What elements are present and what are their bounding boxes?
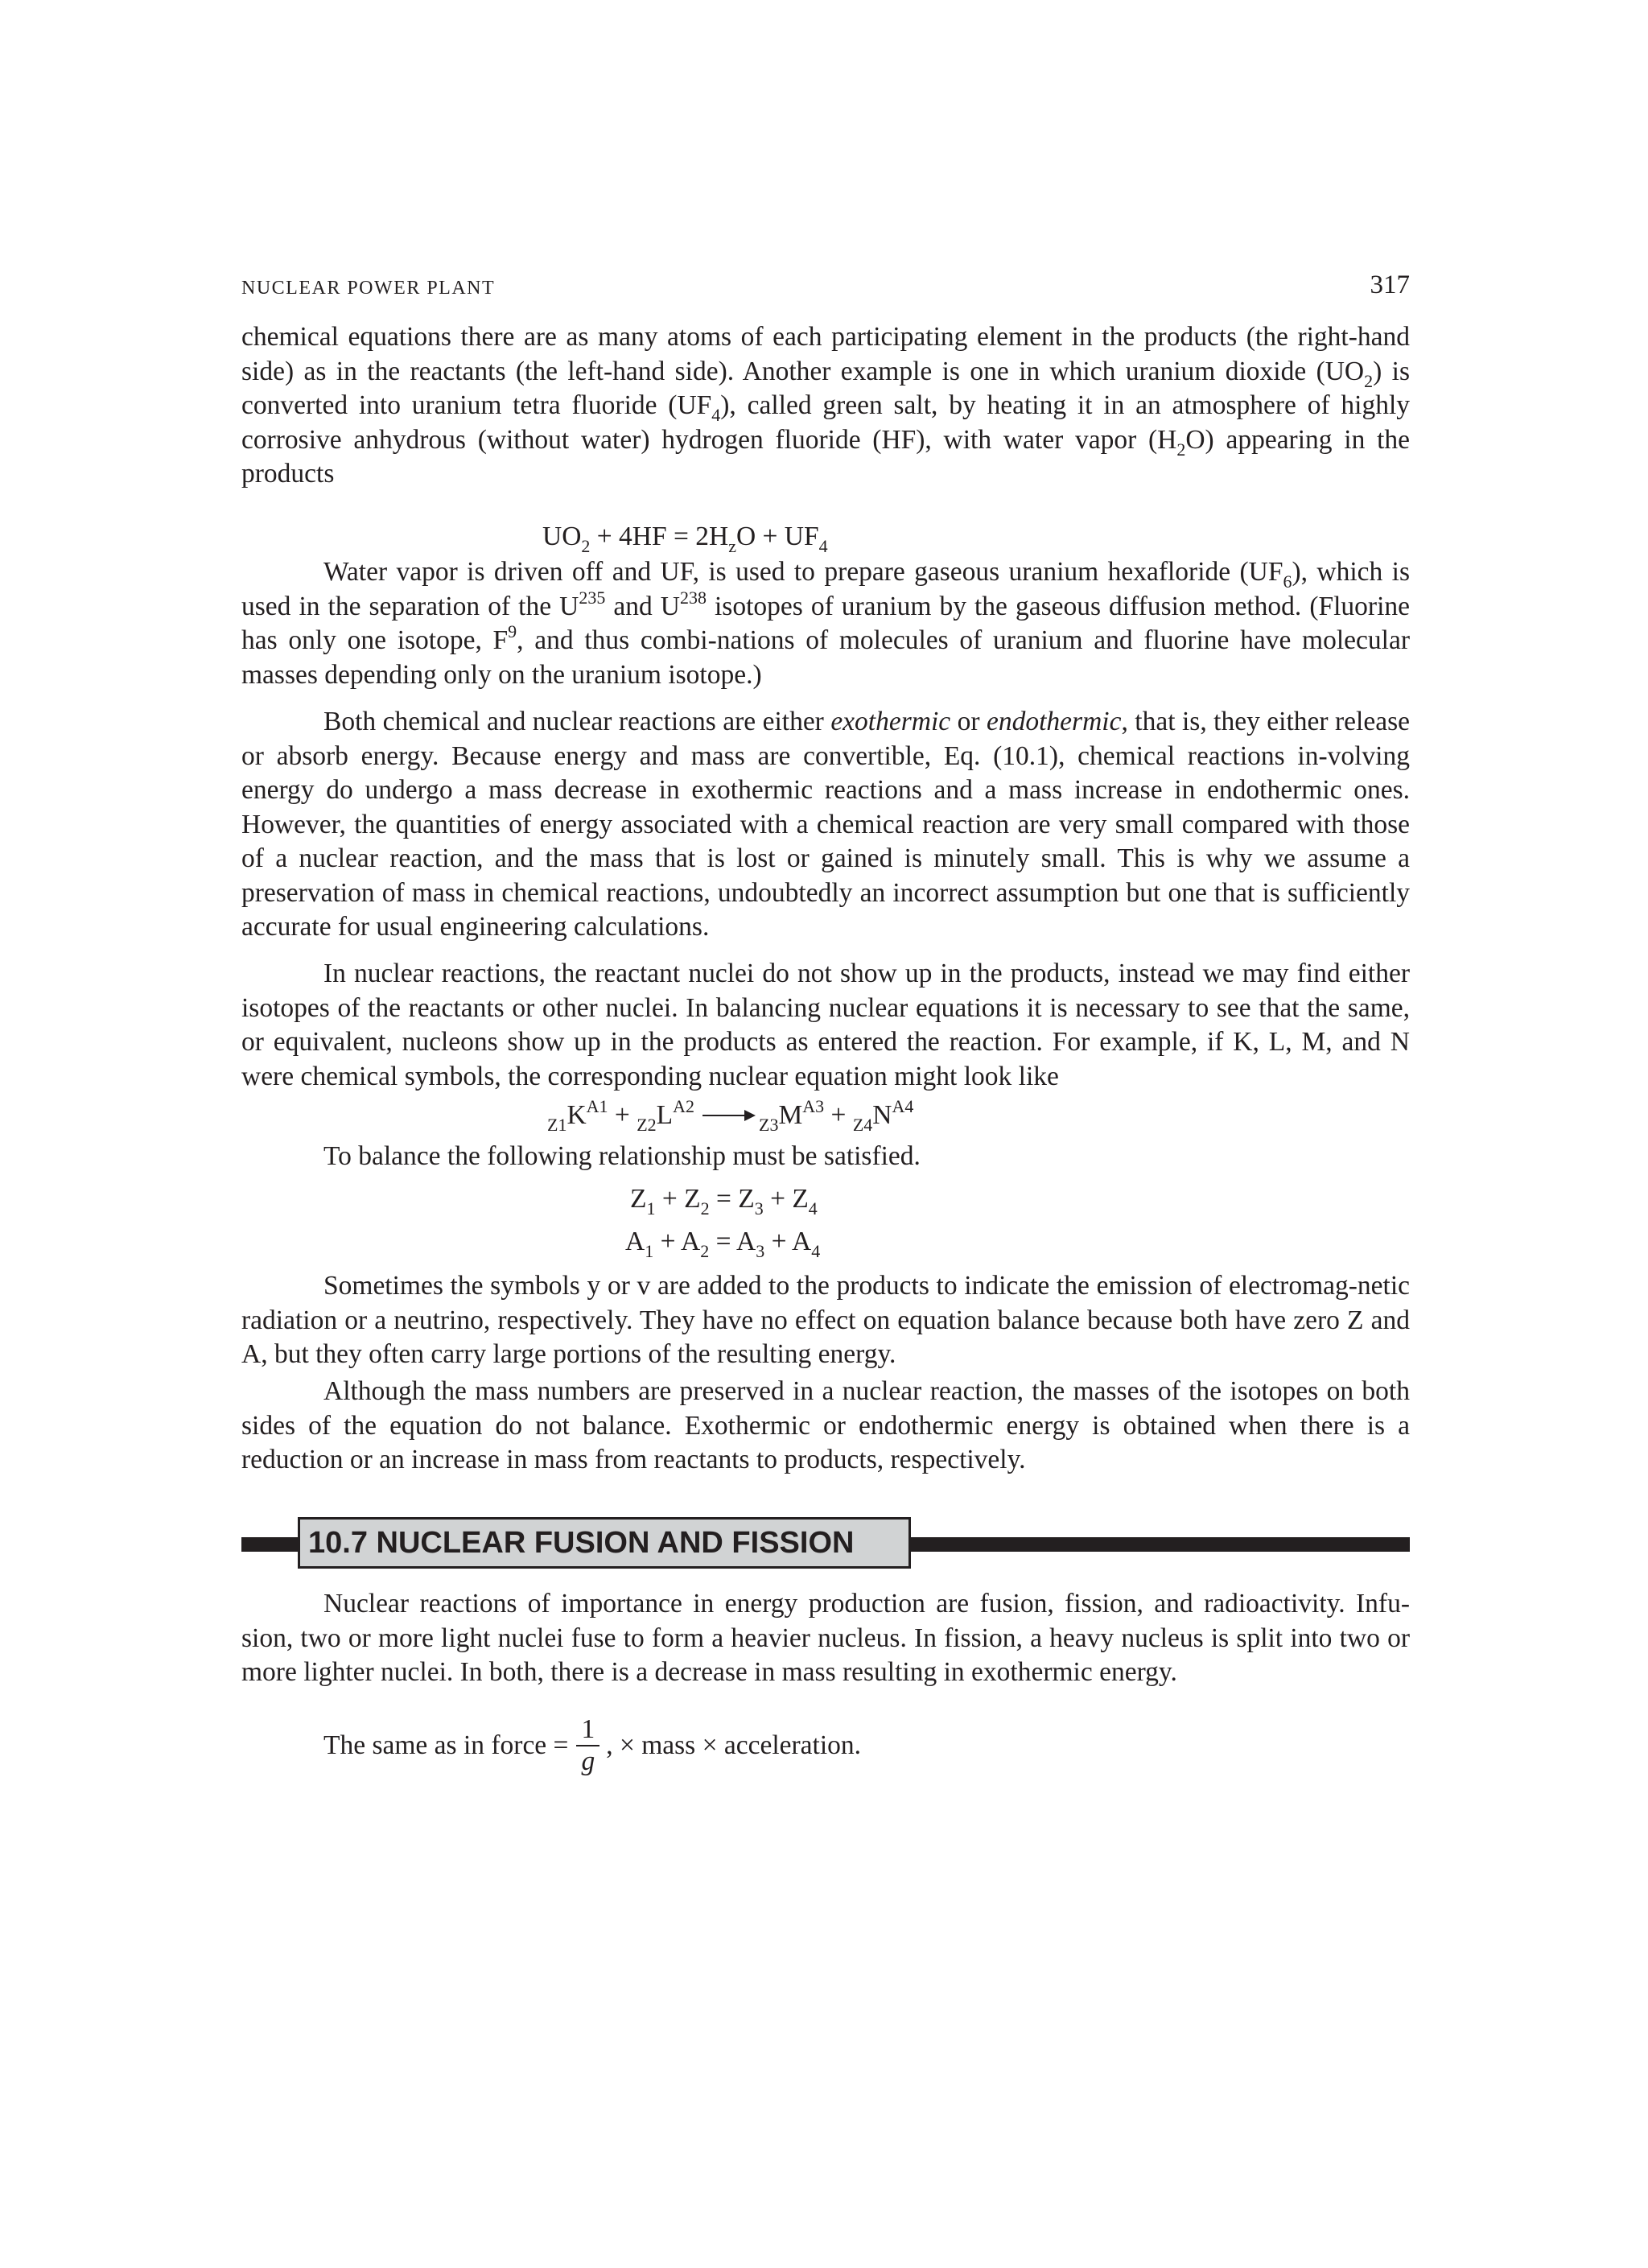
operator: + <box>824 1100 853 1130</box>
superscript: 9 <box>508 621 517 641</box>
italic-term: exothermic <box>830 707 951 736</box>
atomic-number: Z3 <box>759 1115 779 1135</box>
subscript: 2 <box>581 536 591 556</box>
paragraph-gamma-neutrino: Sometimes the symbols y or v are added to the products to indicate the emission of electromag-netic radiation or a neutrino, respectively. They have no effect on equation balance because both have zero Z and A, but they often carry large portions of the resulting energy. <box>241 1271 1410 1369</box>
equation-a-balance <box>625 1225 820 1259</box>
eq-term: + Z <box>763 1184 809 1214</box>
superscript: 235 <box>579 587 606 608</box>
atomic-number: Z2 <box>637 1115 657 1135</box>
eq-term: Z <box>630 1184 647 1214</box>
paragraph-chemical-equations <box>241 320 1410 492</box>
eq-term: + 4HF = 2H <box>590 522 729 551</box>
subscript: 4 <box>811 1241 821 1261</box>
equation-nuclear-generic <box>547 1096 914 1135</box>
symbol: M <box>778 1100 803 1130</box>
text-run: ) is converted into uranium tetra fluoride (UF <box>241 356 1411 420</box>
page-number: 317 <box>1370 270 1410 299</box>
text-run: ), called green salt, by heating it in an atmosphere of highly corrosive anhydrous (without water) hydrogen fluoride (HF), with water vapor (H <box>241 390 1411 455</box>
eq-term: UO <box>542 522 582 551</box>
text-run: and U <box>605 591 680 621</box>
text-run: O) appearing in the products <box>241 424 1410 489</box>
text-run: , that is, they either release or absorb energy. Because energy and mass are convertible, Eq. (10.1), chemical reactions in-volving energy do undergo a mass decrease in exothermic reactions and a mass increase in endothermic ones. However, the quantities of energy associated with a chemical reaction are very small compared with those of a nuclear reaction, and the mass that is lost or gained is minutely small. This is why we assume a preservation of mass in chemical reactions, undoubtedly an incorrect assumption but one that is sufficiently accurate for usual engineering calculations. <box>241 707 1410 942</box>
mass-number: A1 <box>586 1096 608 1116</box>
atomic-number: Z4 <box>852 1115 873 1135</box>
paragraph-balance-intro: To balance the following relationship must be satisfied. <box>323 1141 921 1171</box>
subscript: 4 <box>711 405 721 425</box>
running-head: NUCLEAR POWER PLANT <box>241 278 496 299</box>
fraction <box>576 1714 599 1777</box>
text-run: isotopes of uranium by the gaseous diffusion method. (Fluorine has only one isotope, F <box>241 591 1411 655</box>
italic-term: endothermic <box>986 707 1122 736</box>
atomic-number: Z1 <box>547 1115 567 1135</box>
text-run: Water vapor is driven off and UF, is used to prepare gaseous uranium hexafloride (UF <box>323 557 1283 587</box>
text-run: , and thus combi-nations of molecules of uranium and fluorine have molecular masses depending only on the uranium isotope.) <box>241 625 1410 690</box>
paragraph-exo-endothermic <box>241 705 1410 945</box>
section-heading: 10.7 NUCLEAR FUSION AND FISSION <box>298 1517 911 1569</box>
symbol: N <box>872 1100 892 1130</box>
eq-term: = Z <box>709 1184 755 1214</box>
text-run: Both chemical and nuclear reactions are either <box>323 707 831 736</box>
subscript: 6 <box>1283 571 1292 592</box>
subscript: 2 <box>700 1241 710 1261</box>
eq-term: + A <box>764 1227 812 1256</box>
fraction-numerator: 1 <box>576 1714 599 1746</box>
superscript: 238 <box>679 587 707 608</box>
subscript: 3 <box>754 1198 764 1219</box>
mass-number: A4 <box>892 1096 914 1116</box>
subscript: 1 <box>646 1198 656 1219</box>
subscript: 4 <box>808 1198 818 1219</box>
text-run: chemical equations there are as many atoms of each participating element in the products (the right-hand side) as in the reactants (the left-hand side). Another example is one in which uranium dioxide (UO <box>241 322 1410 386</box>
subscript: 2 <box>1364 370 1374 391</box>
paragraph-mass-numbers: Although the mass numbers are preserved in a nuclear reaction, the masses of the isotopes on both sides of the equation do not balance. Exothermic or endothermic energy is obtained when there is a reduction or an increase in mass from reactants to products, respectively. <box>241 1376 1410 1474</box>
eq-term: O + UF <box>735 522 819 551</box>
eq-term: = A <box>709 1227 756 1256</box>
subscript: 4 <box>818 536 828 556</box>
subscript: z <box>728 536 736 556</box>
paragraph-nuclear-reactions: In nuclear reactions, the reactant nuclei do not show up in the products, instead we may find either isotopes of the reactants or other nuclei. In balancing nuclear equations it is necessary to see that the same, or equivalent, nucleons show up in the products as entered the reaction. For example, if K, L, M, and N were chemical symbols, the corresponding nuclear equation might look like <box>241 959 1410 1091</box>
text-run: ), which is used in the separation of the U <box>241 557 1410 621</box>
subscript: 3 <box>756 1241 765 1261</box>
subscript: 2 <box>1176 439 1186 460</box>
reaction-arrow <box>702 1115 754 1116</box>
paragraph-fusion-fission: Nuclear reactions of importance in energy production are fusion, fission, and radioactivity. Infu-sion, two or more light nuclei fuse to form a heavier nucleus. In fission, a heavy nucleus is split into two or more lighter nuclei. In both, there is a decrease in mass resulting in exothermic energy. <box>241 1589 1410 1687</box>
equation-uranium-fluoride <box>542 520 828 554</box>
eq-term: + Z <box>655 1184 701 1214</box>
equation-z-balance <box>630 1182 818 1219</box>
fraction-denominator: g <box>581 1746 595 1776</box>
text-run: or <box>950 707 987 736</box>
subscript: 1 <box>645 1241 654 1261</box>
symbol: K <box>566 1100 587 1130</box>
eq-term: + A <box>653 1227 701 1256</box>
subscript: 2 <box>700 1198 710 1219</box>
paragraph-water-vapor <box>241 555 1410 692</box>
footnote-tail: , × mass × acceleration. <box>606 1730 862 1760</box>
mass-number: A3 <box>802 1096 825 1116</box>
eq-term: A <box>625 1227 645 1256</box>
footnote <box>323 1714 861 1777</box>
mass-number: A2 <box>673 1096 695 1116</box>
symbol: L <box>656 1100 674 1130</box>
operator: + <box>608 1100 637 1130</box>
footnote-lead: The same as in force = <box>323 1730 569 1760</box>
